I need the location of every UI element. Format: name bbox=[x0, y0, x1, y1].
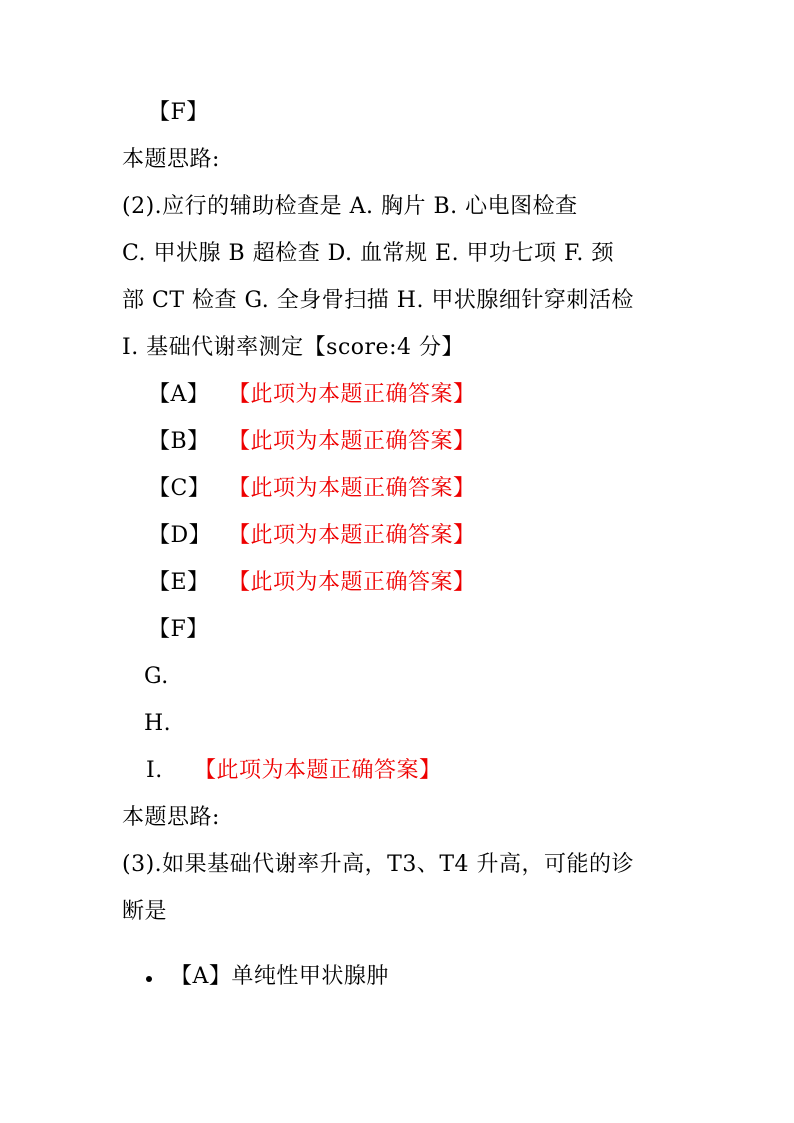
correct-answer-mark: 【此项为本题正确答案】 bbox=[228, 570, 476, 595]
correct-answer-mark: 【此项为本题正确答案】 bbox=[228, 429, 476, 454]
option-letter: 【D】 bbox=[148, 523, 212, 548]
option-letter: 【A】 bbox=[148, 382, 210, 407]
option-letter: 【C】 bbox=[148, 476, 211, 501]
prev-explanation-label: 本题思路: bbox=[122, 147, 220, 172]
option-letter: I. bbox=[146, 758, 163, 783]
option-letter: 【E】 bbox=[148, 570, 210, 595]
correct-answer-mark: 【此项为本题正确答案】 bbox=[228, 476, 476, 501]
question2-option-b bbox=[148, 427, 476, 457]
option-letter: 【B】 bbox=[148, 429, 210, 454]
option-letter: G. bbox=[144, 664, 169, 689]
question2-option-f bbox=[148, 615, 209, 645]
question2-option-d bbox=[148, 521, 476, 551]
question2-text-line-2: C. 甲状腺 B 超检查 D. 血常规 E. 甲功七项 F. 颈 bbox=[122, 241, 614, 266]
correct-answer-mark: 【此项为本题正确答案】 bbox=[228, 523, 476, 548]
question2-option-i bbox=[146, 756, 442, 786]
correct-answer-mark: 【此项为本题正确答案】 bbox=[228, 382, 476, 407]
question2-explanation-label: 本题思路: bbox=[122, 805, 220, 830]
question2-text-line-4: I. 基础代谢率测定【score:4 分】 bbox=[122, 335, 464, 360]
question3-text-line-2: 断是 bbox=[122, 899, 168, 924]
bullet-icon bbox=[146, 976, 152, 982]
question2-option-g bbox=[144, 662, 169, 692]
correct-answer-mark: 【此项为本题正确答案】 bbox=[194, 758, 442, 783]
question2-text-line-3: 部 CT 检查 G. 全身骨扫描 H. 甲状腺细针穿刺活检 bbox=[122, 288, 634, 313]
option-letter: 【F】 bbox=[148, 617, 209, 642]
prev-option-f: 【F】 bbox=[148, 100, 209, 125]
question2-option-a bbox=[148, 380, 476, 410]
question2-text-line-1: (2).应行的辅助检查是 A. 胸片 B. 心电图检查 bbox=[122, 194, 578, 219]
question2-option-c bbox=[148, 474, 476, 504]
question3-text-line-1: (3).如果基础代谢率升高，T3、T4 升高，可能的诊 bbox=[122, 852, 634, 877]
option-letter: H. bbox=[144, 711, 172, 736]
question2-option-e bbox=[148, 568, 476, 598]
question3-option-a: 【A】单纯性甲状腺肿 bbox=[170, 964, 389, 989]
question2-option-h bbox=[144, 709, 171, 739]
